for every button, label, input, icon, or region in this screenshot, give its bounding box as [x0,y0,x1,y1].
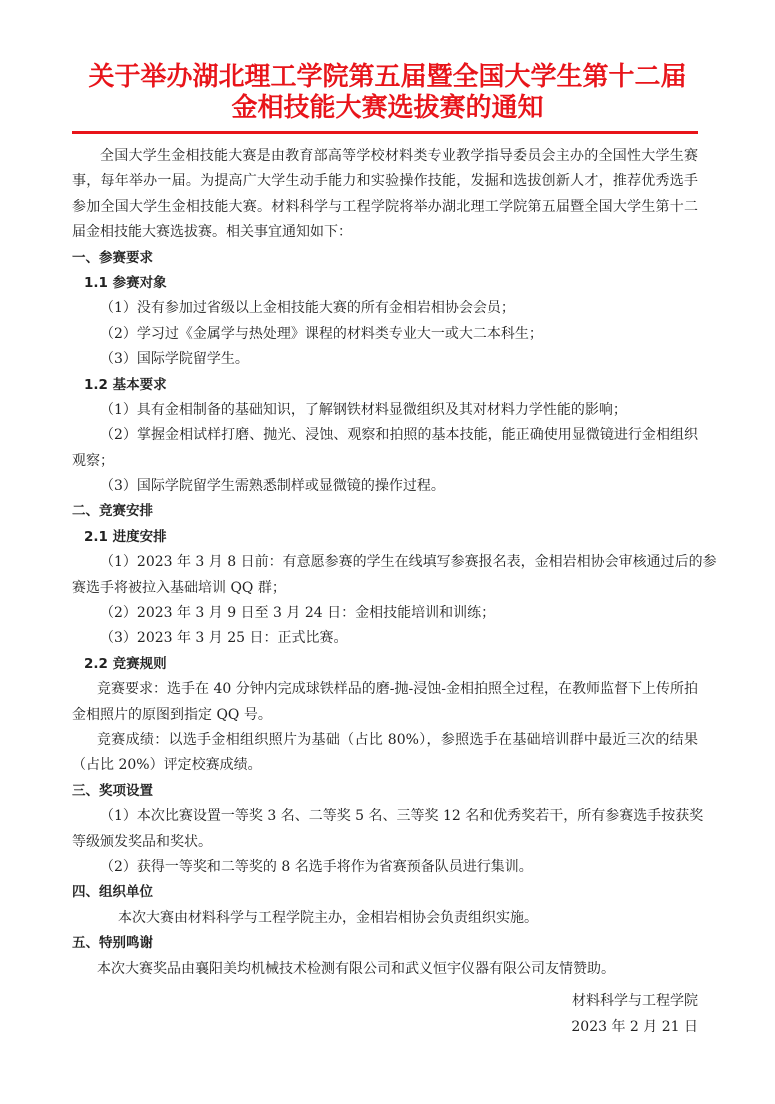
document-title-line1: 关于举办湖北理工学院第五届暨全国大学生第十二届 [88,62,687,92]
list-item: （1）没有参加过省级以上金相技能大赛的所有金相岩相协会会员； [100,300,515,317]
list-item: （2）2023 年 3 月 9 日至 3 月 24 日：金相技能培训和训练； [100,605,496,622]
intro-line: 事，每年举办一届。为提高广大学生动手能力和实验操作技能，发掘和选拔创新人才，推荐优秀选手 [72,173,698,190]
section-heading: 三、奖项设置 [72,782,153,799]
list-item: （2）获得一等奖和二等奖的 8 名选手将作为省赛预备队员进行集训。 [100,858,533,875]
list-item: （3）国际学院留学生。 [100,351,249,368]
section-heading: 五、特别鸣谢 [72,935,153,952]
rule-text-cont: 金相照片的原图到指定 QQ 号。 [72,706,272,723]
section-text: 本次大赛奖品由襄阳美均机械技术检测有限公司和武义恒宇仪器有限公司友情赞助。 [97,960,615,977]
intro-line: 届金相技能大赛选拔赛。相关事宜通知如下： [72,224,352,241]
intro-line: 全国大学生金相技能大赛是由教育部高等学校材料类专业教学指导委员会主办的全国性大学生赛 [100,148,698,164]
subsection-heading: 2.1 进度安排 [84,528,167,545]
document-title-line2: 金相技能大赛选拔赛的通知 [231,93,544,123]
subsection-heading: 2.2 竞赛规则 [84,655,167,672]
document-body [72,144,717,982]
list-item: （1）本次比赛设置一等奖 3 名、二等奖 5 名、三等奖 12 名和优秀奖若干，所有参赛选手按获奖 [100,808,704,825]
intro-line: 参加全国大学生金相技能大赛。材料科学与工程学院将举办湖北理工学院第五届暨全国大学生第十二 [72,198,698,215]
section-heading: 四、组织单位 [72,884,153,901]
section-heading: 二、竞赛安排 [72,503,153,520]
rule-text: 竞赛成绩：以选手金相组织照片为基础（占比 80%），参照选手在基础培训群中最近三次的结果 [97,731,698,748]
subsection-heading: 1.1 参赛对象 [84,274,167,291]
list-item: （2）学习过《金属学与热处理》课程的材料类专业大一或大二本科生； [100,325,543,342]
list-item-cont: 等级颁发奖品和奖状。 [72,833,212,850]
list-item: （2）掌握金相试样打磨、抛光、浸蚀、观察和拍照的基本技能，能正确使用显微镜进行金相组织 [100,427,698,444]
list-item: （1）2023 年 3 月 8 日前：有意愿参赛的学生在线填写参赛报名表，金相岩相协会审核通过后的参 [100,554,717,571]
rule-text-cont: （占比 20%）评定校赛成绩。 [72,757,262,774]
section-text: 本次大赛由材料科学与工程学院主办，金相岩相协会负责组织实施。 [118,909,538,926]
subsection-heading: 1.2 基本要求 [84,376,167,393]
list-item: （1）具有金相制备的基础知识，了解钢铁材料显微组织及其对材料力学性能的影响； [100,401,627,418]
signature-date: 2023 年 2 月 21 日 [571,1019,698,1035]
signature-org: 材料科学与工程学院 [572,993,698,1009]
rule-text: 竞赛要求：选手在 40 分钟内完成球铁样品的磨-抛-浸蚀-金相拍照全过程，在教师监督下上传所拍 [97,681,698,698]
title-divider [72,131,698,134]
section-heading: 一、参赛要求 [72,249,153,266]
list-item-cont: 赛选手将被拉入基础培训 QQ 群； [72,579,286,596]
list-item: （3）国际学院留学生需熟悉制样或显微镜的操作过程。 [100,478,445,495]
list-item: （3）2023 年 3 月 25 日：正式比赛。 [100,630,348,647]
list-item-cont: 观察； [72,452,114,469]
